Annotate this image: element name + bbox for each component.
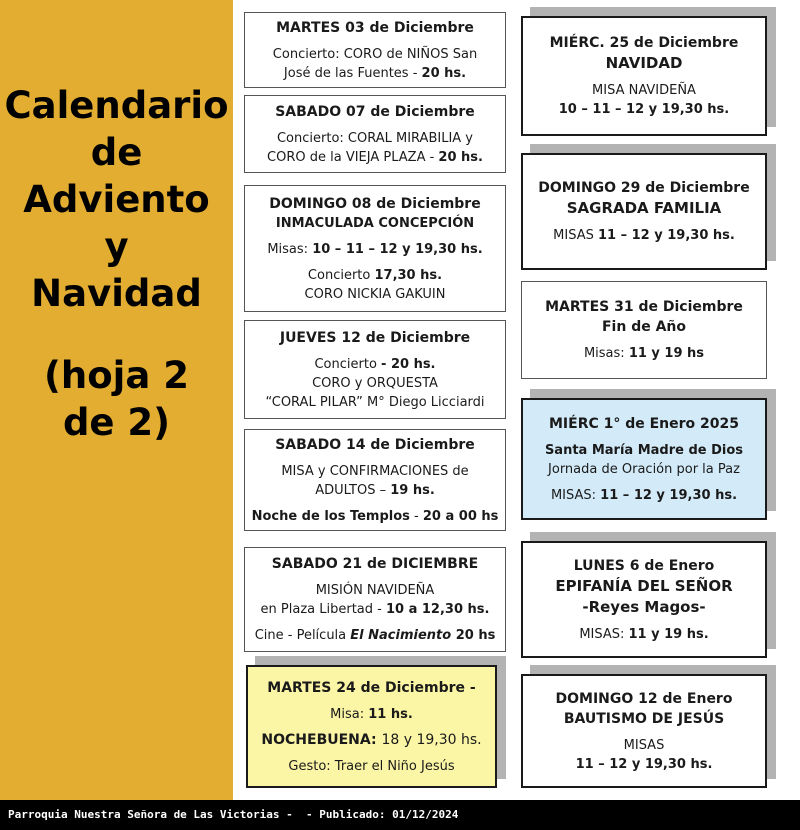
- event-title: JUEVES 12 de Diciembre: [279, 329, 471, 346]
- event-title: MARTES 03 de Diciembre: [276, 19, 474, 36]
- event-card-dec-24: [246, 665, 497, 788]
- event-detail: Noche de los Templos - 20 a 00 hs: [251, 508, 499, 524]
- event-detail: Jornada de Oración por la Paz: [548, 461, 740, 477]
- event-title: SABADO 07 de Diciembre: [275, 103, 475, 120]
- title-line: Calendario: [4, 84, 229, 127]
- event-card-dec-12: [244, 320, 506, 419]
- event-detail: 11 – 12 y 19,30 hs.: [575, 756, 713, 772]
- event-card-dec-08: [244, 185, 506, 312]
- event-card-dec-25: [521, 16, 767, 136]
- event-subtitle: EPIFANÍA DEL SEÑOR: [555, 576, 733, 595]
- event-detail: CORO de la VIEJA PLAZA - 20 hs.: [267, 149, 483, 165]
- event-detail: Concierto - 20 hs.: [314, 356, 436, 372]
- event-detail: “CORAL PILAR” M° Diego Licciardi: [265, 394, 485, 410]
- event-detail: Misas: 10 – 11 – 12 y 19,30 hs.: [267, 241, 483, 257]
- event-title: DOMINGO 08 de Diciembre: [269, 195, 481, 212]
- event-card-jan-01: [521, 398, 767, 520]
- event-title: DOMINGO 29 de Diciembre: [538, 180, 750, 196]
- event-detail: MISIÓN NAVIDEÑA: [315, 583, 435, 598]
- event-detail: ADULTOS – 19 hs.: [315, 482, 435, 498]
- subtitle-line: de 2): [62, 401, 171, 444]
- event-detail: Cine - Película El Nacimiento 20 hs: [254, 628, 496, 643]
- event-card-dec-31: [521, 281, 767, 379]
- event-title: DOMINGO 12 de Enero: [555, 690, 733, 707]
- event-detail: Concierto: CORO de NIÑOS San: [272, 46, 478, 62]
- footer-separator: -: [292, 808, 320, 821]
- event-title: MARTES 31 de Diciembre: [545, 299, 743, 315]
- event-detail: MISAS: 11 y 19 hs.: [579, 626, 709, 642]
- event-card-jan-12: [521, 674, 767, 788]
- title-sidebar: [0, 0, 233, 800]
- event-detail: Concierto: CORAL MIRABILIA y: [276, 130, 473, 146]
- event-title: LUNES 6 de Enero: [573, 557, 715, 574]
- event-detail: Misas: 11 y 19 hs: [583, 346, 705, 361]
- title-line: y: [104, 225, 129, 268]
- event-card-jan-06: [521, 541, 767, 658]
- event-card-dec-29: [521, 153, 767, 270]
- event-detail: Concierto 17,30 hs.: [307, 267, 443, 283]
- event-detail: CORO NICKIA GAKUIN: [304, 286, 446, 302]
- event-title: SABADO 21 de DICIEMBRE: [271, 556, 479, 572]
- event-detail: MISAS: [623, 737, 665, 753]
- event-card-dec-07: [244, 95, 506, 173]
- event-subtitle: BAUTISMO DE JESÚS: [563, 710, 725, 727]
- event-detail: en Plaza Libertad - 10 a 12,30 hs.: [260, 602, 490, 617]
- page-title: [0, 82, 233, 446]
- event-card-dec-21: [244, 547, 506, 652]
- event-subtitle: SAGRADA FAMILIA: [566, 199, 722, 217]
- event-title: MIÉRC. 25 de Diciembre: [549, 35, 739, 51]
- event-subtitle: NAVIDAD: [605, 54, 683, 72]
- event-detail: José de las Fuentes - 20 hs.: [283, 65, 467, 81]
- event-detail: MISAS 11 – 12 y 19,30 hs.: [553, 228, 735, 243]
- subtitle-line: (hoja 2: [44, 354, 189, 397]
- event-subtitle: Fin de Año: [601, 319, 686, 335]
- event-detail: 10 – 11 – 12 y 19,30 hs.: [558, 102, 730, 117]
- event-subtitle: Santa María Madre de Dios: [544, 442, 744, 458]
- event-detail: MISAS: 11 – 12 y 19,30 hs.: [550, 487, 738, 503]
- footer-bar: [0, 800, 800, 830]
- event-subtitle: INMACULADA CONCEPCIÓN: [275, 215, 475, 231]
- event-detail: MISA y CONFIRMACIONES de: [281, 463, 469, 479]
- event-subtitle: -Reyes Magos-: [582, 597, 706, 616]
- footer-parish: Parroquia Nuestra Señora de Las Victorias -: [8, 808, 293, 821]
- event-title: MARTES 24 de Diciembre -: [267, 679, 476, 696]
- event-title: SABADO 14 de Diciembre: [275, 436, 475, 453]
- event-card-dec-14: [244, 429, 506, 531]
- event-detail: NOCHEBUENA: 18 y 19,30 hs.: [261, 731, 482, 748]
- event-card-dec-03: [244, 12, 506, 88]
- footer-published: Publicado: 01/12/2024: [319, 808, 459, 821]
- title-line: Navidad: [31, 272, 202, 315]
- title-line: de: [90, 131, 143, 174]
- event-detail: MISA NAVIDEÑA: [592, 83, 696, 98]
- event-detail: CORO y ORQUESTA: [312, 375, 438, 391]
- event-title: MIÉRC 1° de Enero 2025: [548, 415, 740, 432]
- event-detail: Misa: 11 hs.: [330, 706, 413, 722]
- title-line: Adviento: [23, 178, 210, 221]
- event-detail: Gesto: Traer el Niño Jesús: [288, 758, 455, 774]
